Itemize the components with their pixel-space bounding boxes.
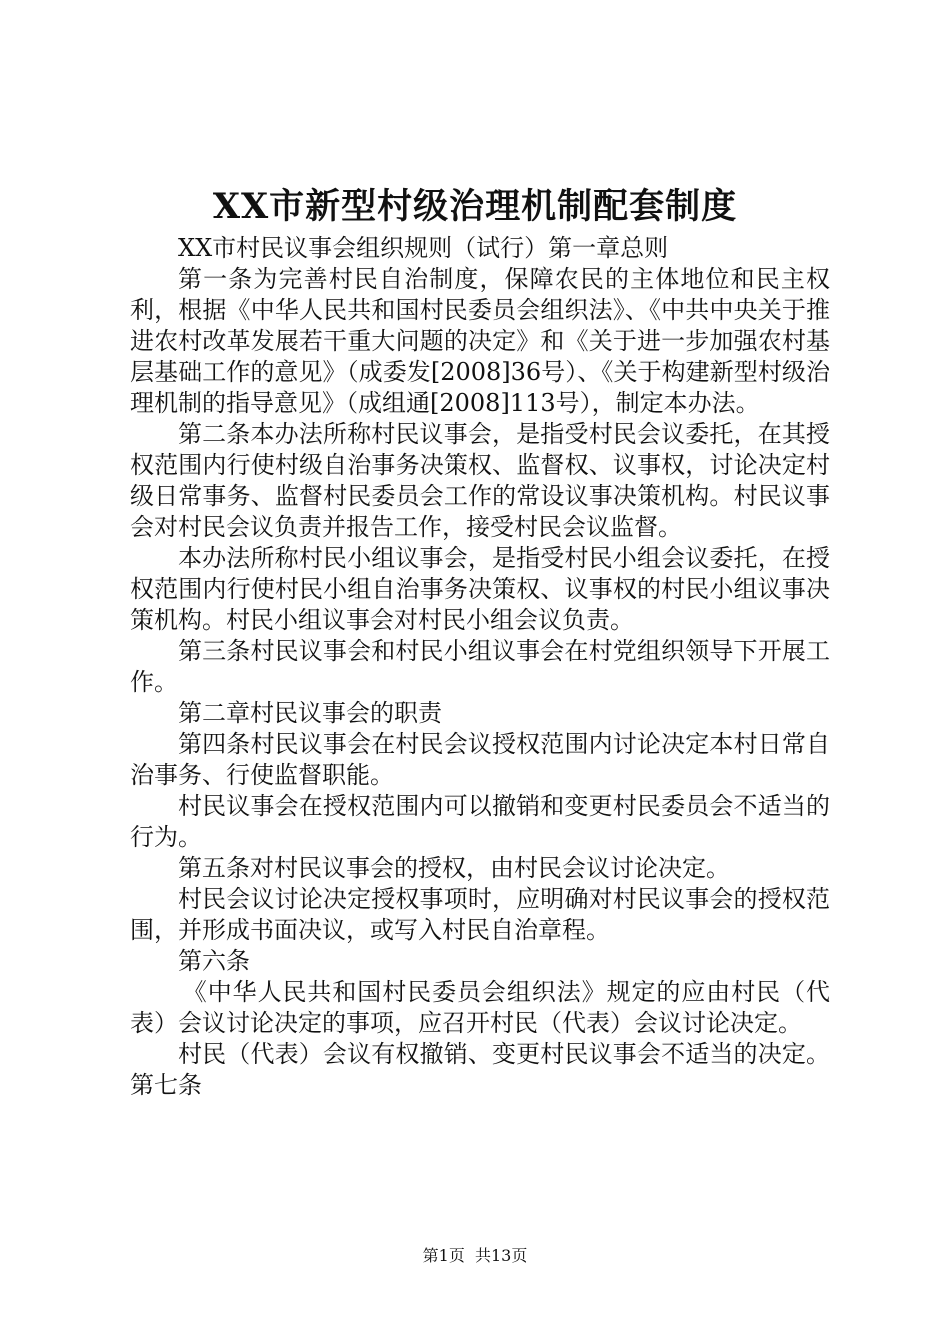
document-title: XX市新型村级治理机制配套制度 bbox=[212, 186, 738, 227]
paragraph-article-5: 第五条对村民议事会的授权，由村民会议讨论决定。 bbox=[178, 854, 730, 882]
paragraph-article-6-cont: 村民（代表）会议有权撤销、变更村民议事会不适当的决定。第七条 bbox=[130, 1040, 830, 1099]
paragraph-article-2-cont: 本办法所称村民小组议事会，是指受村民小组会议委托，在授权范围内行使村民小组自治事务决策权、议事权的村民小组议事决策机构。村民小组议事会对村民小组会议负责。 bbox=[130, 544, 830, 634]
paragraph-article-4-cont: 村民议事会在授权范围内可以撤销和变更村民委员会不适当的行为。 bbox=[130, 792, 830, 851]
paragraph-subtitle: XX市村民议事会组织规则（试行）第一章总则 bbox=[178, 234, 669, 262]
paragraph-article-6: 《中华人民共和国村民委员会组织法》规定的应由村民（代表）会议讨论决定的事项，应召开村民（代表）会议讨论决定。 bbox=[130, 978, 830, 1037]
page-footer: 第1页 共13页 bbox=[422, 1246, 528, 1265]
paragraph-article-3: 第三条村民议事会和村民小组议事会在村党组织领导下开展工作。 bbox=[130, 637, 830, 696]
paragraph-article-4: 第四条村民议事会在村民会议授权范围内讨论决定本村日常自治事务、行使监督职能。 bbox=[130, 730, 830, 789]
paragraph-article-6-heading: 第六条 bbox=[178, 947, 250, 975]
document-body bbox=[130, 233, 830, 1101]
paragraph-chapter-2-heading: 第二章村民议事会的职责 bbox=[178, 699, 442, 727]
paragraph-article-2: 第二条本办法所称村民议事会，是指受村民会议委托，在其授权范围内行使村级自治事务决策权、监督权、议事权，讨论决定村级日常事务、监督村民委员会工作的常设议事决策机构。村民议事会对村民会议负责并报告工作，接受村民会议监督。 bbox=[130, 420, 830, 541]
paragraph-article-1: 第一条为完善村民自治制度，保障农民的主体地位和民主权利，根据《中华人民共和国村民委员会组织法》、《中共中央关于推进农村改革发展若干重大问题的决定》和《关于进一步加强农村基层基础工作的意见》（成委发[2008]36号）、《关于构建新型村级治理机制的指导意见》（成组通[2008]113号），制定本办法。 bbox=[130, 265, 830, 417]
paragraph-article-5-cont: 村民会议讨论决定授权事项时，应明确对村民议事会的授权范围，并形成书面决议，或写入村民自治章程。 bbox=[130, 885, 830, 944]
